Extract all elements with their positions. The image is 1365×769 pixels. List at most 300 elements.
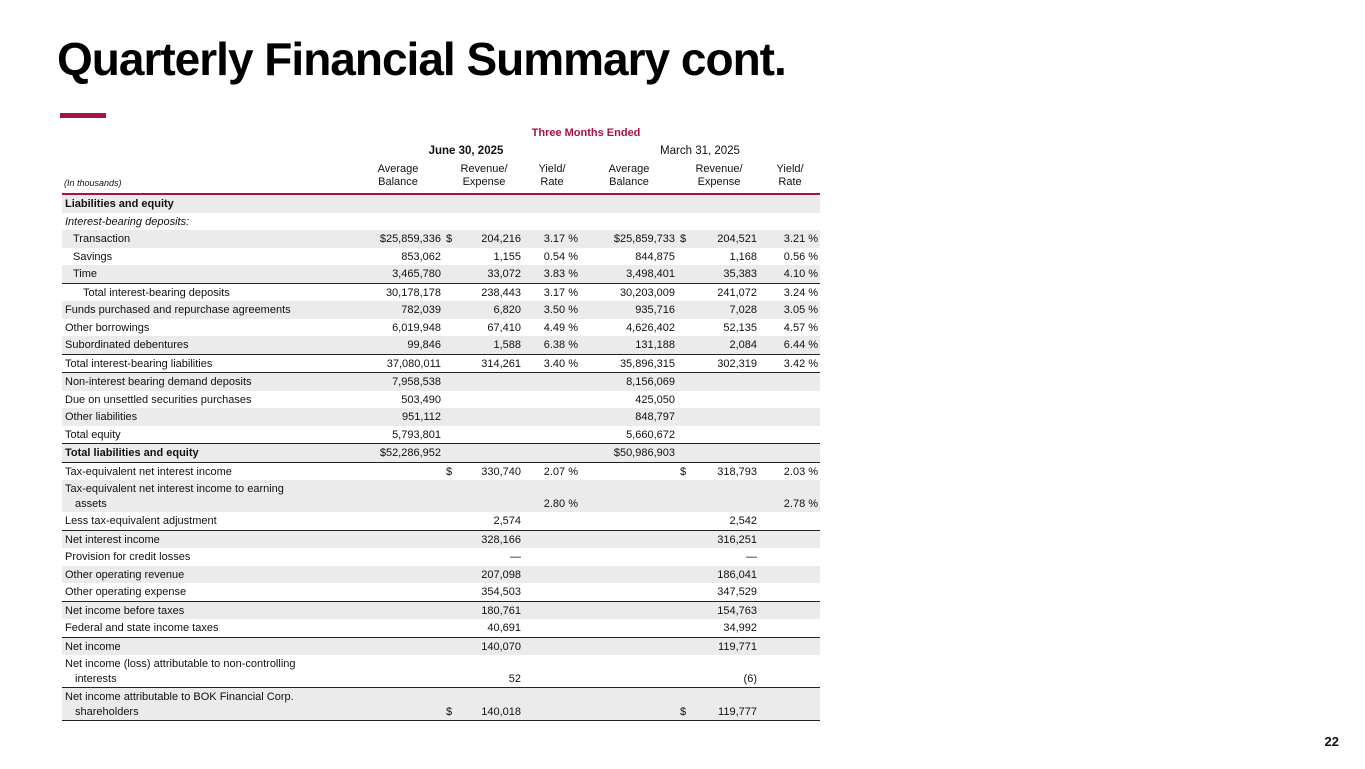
cell-yield-rate-jun [524, 194, 580, 213]
cell-revenue-expense-jun: 330,740 [460, 462, 524, 480]
cell-avg-balance-mar: 3,498,401 [626, 268, 675, 280]
dollar-sign-mar [678, 444, 694, 463]
cell-yield-rate-jun [524, 530, 580, 548]
table-row [62, 391, 820, 409]
col-header-line: Expense [697, 176, 741, 188]
cell-revenue-expense-jun: 354,503 [481, 586, 521, 598]
cell-revenue-expense-jun: 67,410 [487, 321, 521, 334]
row-label: Total equity [65, 428, 121, 441]
dollar-sign-jun [444, 637, 460, 655]
cell-yield-rate-mar [760, 213, 820, 231]
dollar-sign-jun [444, 548, 460, 566]
cell-revenue-expense-jun [460, 408, 524, 426]
cell-yield-rate-mar: 2.78 % [783, 497, 819, 510]
col-header-line: Revenue/ [460, 163, 508, 175]
cell-yield-rate-mar [760, 566, 820, 584]
cell-revenue-expense-mar [694, 408, 760, 426]
cell-yield-rate-jun: 3.40 % [524, 354, 580, 373]
cell-revenue-expense-jun [460, 444, 524, 463]
dollar-sign-jun [444, 301, 460, 319]
cell-yield-rate-mar: 3.24 % [760, 283, 820, 301]
cell-yield-rate-mar [760, 373, 820, 391]
cell-yield-rate-jun: 2.07 % [524, 462, 580, 480]
table-row [62, 194, 820, 213]
col-header-line: Average [608, 163, 650, 175]
cell-avg-balance-mar: 131,188 [635, 339, 675, 351]
table-row [62, 480, 820, 512]
col-header-yield-rate-jun [524, 161, 580, 194]
row-label: Other operating revenue [65, 568, 185, 581]
cell-revenue-expense-jun: 328,166 [460, 530, 524, 548]
cell-revenue-expense-jun: 140,070 [460, 637, 524, 655]
cell-avg-balance-mar [580, 480, 678, 512]
cell-avg-balance-mar [580, 213, 678, 231]
cell-yield-rate-jun [524, 444, 580, 463]
spacer-cell [62, 124, 352, 142]
cell-avg-balance-mar [580, 688, 678, 721]
period-june-header: June 30, 2025 [428, 144, 504, 157]
cell-avg-balance-jun: 782,039 [401, 304, 441, 316]
cell-avg-balance-mar: 35,896,315 [580, 354, 678, 373]
dollar-sign-jun [444, 512, 460, 530]
table-row [62, 619, 820, 637]
dollar-sign-mar [678, 194, 694, 213]
row-label: Other operating expense [65, 586, 187, 598]
cell-yield-rate-jun [524, 619, 580, 637]
cell-yield-rate-mar [760, 408, 820, 426]
row-label: Transaction [73, 233, 131, 245]
cell-revenue-expense-mar: 35,383 [723, 268, 757, 280]
dollar-sign-mar [678, 408, 694, 426]
cell-revenue-expense-mar [694, 373, 760, 391]
cell-revenue-expense-mar: 316,251 [694, 530, 760, 548]
cell-avg-balance-mar: 844,875 [635, 250, 675, 263]
cell-avg-balance-jun [352, 619, 444, 637]
cell-yield-rate-mar [760, 548, 820, 566]
row-label: Total liabilities and equity [62, 444, 352, 463]
cell-yield-rate-jun: 4.49 % [543, 321, 578, 334]
row-label: Federal and state income taxes [65, 622, 219, 634]
cell-avg-balance-mar [580, 619, 678, 637]
period-march-header: March 31, 2025 [660, 144, 740, 157]
cell-yield-rate-mar [760, 530, 820, 548]
cell-avg-balance-mar [580, 462, 678, 480]
row-label: Other liabilities [65, 411, 138, 423]
cell-avg-balance-mar [580, 512, 678, 530]
row-label: Tax-equivalent net interest income [62, 462, 352, 480]
cell-yield-rate-jun [524, 601, 580, 619]
dollar-sign-mar: $ [678, 462, 694, 480]
table-row [62, 354, 820, 373]
row-label: Savings [73, 250, 113, 263]
dollar-sign-jun [444, 391, 460, 409]
cell-avg-balance-jun: $25,859,336 [379, 233, 441, 245]
dollar-sign-mar [678, 248, 694, 266]
cell-revenue-expense-jun: 1,155 [493, 250, 521, 263]
cell-avg-balance-mar: 425,050 [635, 393, 675, 406]
cell-yield-rate-mar: 0.56 % [783, 250, 819, 263]
cell-revenue-expense-jun: 314,261 [460, 354, 524, 373]
cell-avg-balance-mar: 30,203,009 [580, 283, 678, 301]
cell-avg-balance-mar [580, 601, 678, 619]
quarterly-summary-table [62, 124, 820, 721]
row-label [62, 655, 352, 688]
cell-avg-balance-jun: 503,490 [401, 393, 441, 406]
dollar-sign-jun [444, 583, 460, 601]
cell-avg-balance-mar [580, 548, 678, 566]
column-header-row [62, 161, 820, 194]
table-body [62, 194, 820, 721]
page-number: 22 [1324, 734, 1339, 749]
cell-revenue-expense-jun: 1,588 [493, 339, 521, 351]
row-label-line: Net income (loss) attributable to non-controlling [65, 658, 296, 670]
cell-revenue-expense-mar [694, 213, 760, 231]
cell-revenue-expense-jun: — [510, 551, 521, 563]
row-label-line: Net income attributable to BOK Financial Corp. [65, 691, 294, 703]
cell-yield-rate-mar: 4.57 % [783, 321, 819, 334]
row-label: Provision for credit losses [65, 551, 191, 563]
row-label-line: interests [75, 672, 117, 685]
cell-revenue-expense-mar: 119,777 [694, 688, 760, 721]
cell-yield-rate-jun: 3.83 % [543, 268, 578, 280]
cell-yield-rate-jun [524, 637, 580, 655]
cell-revenue-expense-jun [460, 426, 524, 444]
cell-yield-rate-mar [760, 619, 820, 637]
cell-yield-rate-mar [760, 583, 820, 601]
cell-yield-rate-mar: 6.44 % [783, 339, 819, 351]
cell-yield-rate-jun [524, 688, 580, 721]
cell-avg-balance-jun: 30,178,178 [352, 283, 444, 301]
col-header-line: Rate [540, 176, 564, 188]
table-row [62, 688, 820, 721]
cell-revenue-expense-jun: 140,018 [460, 688, 524, 721]
table-row [62, 566, 820, 584]
col-header-revenue-expense-jun [444, 161, 524, 194]
dollar-sign-jun [444, 354, 460, 373]
dollar-sign-mar [678, 319, 694, 337]
cell-yield-rate-mar: 2.03 % [760, 462, 820, 480]
dollar-sign-jun [444, 319, 460, 337]
cell-yield-rate-mar: 3.42 % [760, 354, 820, 373]
dollar-sign-mar [678, 512, 694, 530]
cell-yield-rate-jun: 0.54 % [543, 250, 578, 263]
dollar-sign-jun: $ [446, 233, 453, 245]
dollar-sign-jun [444, 530, 460, 548]
col-header-line: Expense [462, 176, 506, 188]
spacer-cell [62, 142, 352, 162]
cell-revenue-expense-jun: 33,072 [487, 268, 521, 280]
cell-revenue-expense-mar: 154,763 [694, 601, 760, 619]
cell-avg-balance-mar [580, 655, 678, 688]
financial-summary-table-container [62, 124, 820, 721]
cell-yield-rate-jun [524, 426, 580, 444]
cell-avg-balance-mar: $25,859,733 [613, 233, 675, 245]
cell-yield-rate-jun: 3.17 % [524, 283, 580, 301]
cell-yield-rate-mar [760, 391, 820, 409]
cell-avg-balance-jun: 7,958,538 [352, 373, 444, 391]
cell-revenue-expense-mar: — [746, 551, 757, 563]
cell-avg-balance-jun: 37,080,011 [352, 354, 444, 373]
dollar-sign-mar [678, 426, 694, 444]
cell-revenue-expense-jun [460, 373, 524, 391]
cell-avg-balance-mar [580, 566, 678, 584]
cell-yield-rate-jun [524, 655, 580, 688]
dollar-sign-mar: $ [678, 688, 694, 721]
col-header-avg-balance-mar [580, 161, 678, 194]
cell-yield-rate-mar [760, 601, 820, 619]
table-header [62, 124, 820, 194]
cell-revenue-expense-mar: 2,084 [729, 339, 757, 351]
dollar-sign-mar [678, 548, 694, 566]
cell-avg-balance-jun [352, 530, 444, 548]
cell-yield-rate-jun: 6.38 % [543, 339, 578, 351]
dollar-sign-mar [678, 480, 694, 512]
dollar-sign-jun [444, 655, 460, 688]
cell-revenue-expense-mar: 302,319 [694, 354, 760, 373]
cell-yield-rate-jun [524, 566, 580, 584]
table-row [62, 230, 820, 248]
cell-avg-balance-jun [352, 637, 444, 655]
table-row [62, 319, 820, 337]
cell-avg-balance-mar: 4,626,402 [626, 321, 675, 334]
cell-avg-balance-mar: $50,986,903 [580, 444, 678, 463]
cell-avg-balance-jun: 5,793,801 [392, 428, 441, 441]
cell-avg-balance-jun [352, 462, 444, 480]
cell-revenue-expense-mar [694, 426, 760, 444]
row-label [62, 688, 352, 721]
cell-yield-rate-mar [760, 444, 820, 463]
cell-revenue-expense-jun: 2,574 [493, 515, 521, 527]
dollar-sign-jun [444, 426, 460, 444]
row-label: Other borrowings [65, 321, 150, 334]
row-label: Liabilities and equity [65, 198, 174, 210]
row-label: Non-interest bearing demand deposits [62, 373, 352, 391]
cell-revenue-expense-jun [460, 213, 524, 231]
cell-yield-rate-jun: 3.17 % [543, 233, 578, 245]
cell-avg-balance-jun [352, 480, 444, 512]
cell-avg-balance-jun [352, 213, 444, 231]
dollar-sign-jun: $ [444, 462, 460, 480]
col-header-line: Yield/ [538, 163, 566, 175]
dollar-sign-jun [444, 194, 460, 213]
cell-avg-balance-jun: 853,062 [401, 250, 441, 263]
cell-avg-balance-mar [580, 583, 678, 601]
table-row [62, 548, 820, 566]
table-row [62, 444, 820, 463]
cell-avg-balance-jun: 99,846 [407, 339, 441, 351]
table-row [62, 655, 820, 688]
row-label: Net income before taxes [62, 601, 352, 619]
cell-revenue-expense-mar: 2,542 [729, 515, 757, 527]
dollar-sign-jun [444, 480, 460, 512]
row-label: Total interest-bearing deposits [62, 283, 352, 301]
cell-revenue-expense-jun: 238,443 [460, 283, 524, 301]
cell-revenue-expense-mar [694, 444, 760, 463]
dollar-sign-jun [444, 619, 460, 637]
cell-yield-rate-jun [524, 391, 580, 409]
row-label [62, 480, 352, 512]
col-header-revenue-expense-mar [678, 161, 760, 194]
table-row [62, 265, 820, 283]
col-header-line: Rate [778, 176, 802, 188]
cell-revenue-expense-jun: 52 [508, 672, 521, 685]
cell-avg-balance-jun: 3,465,780 [392, 268, 441, 280]
dollar-sign-mar [678, 391, 694, 409]
cell-revenue-expense-mar: 7,028 [729, 304, 757, 316]
cell-revenue-expense-mar: 186,041 [717, 568, 757, 581]
cell-yield-rate-jun [524, 583, 580, 601]
table-row [62, 583, 820, 601]
table-row [62, 408, 820, 426]
dollar-sign-mar [678, 336, 694, 354]
cell-revenue-expense-mar: 52,135 [723, 321, 757, 334]
cell-revenue-expense-jun [460, 480, 524, 512]
cell-yield-rate-mar [760, 426, 820, 444]
cell-revenue-expense-jun: 180,761 [460, 601, 524, 619]
table-row [62, 248, 820, 266]
dollar-sign-jun [444, 336, 460, 354]
table-row [62, 530, 820, 548]
row-label-line: assets [75, 497, 107, 510]
cell-revenue-expense-mar [694, 194, 760, 213]
dollar-sign-mar [678, 619, 694, 637]
dollar-sign-mar [678, 583, 694, 601]
cell-yield-rate-jun [524, 548, 580, 566]
cell-avg-balance-jun [352, 194, 444, 213]
col-header-line: Yield/ [776, 163, 804, 175]
col-header-line: Revenue/ [695, 163, 743, 175]
row-label-line: shareholders [75, 705, 139, 718]
cell-revenue-expense-jun [460, 194, 524, 213]
page-title: Quarterly Financial Summary cont. [57, 33, 786, 85]
cell-yield-rate-jun: 3.50 % [543, 304, 578, 316]
dollar-sign-jun: $ [444, 688, 460, 721]
super-header-row [62, 124, 820, 142]
cell-yield-rate-jun [524, 408, 580, 426]
cell-avg-balance-jun [352, 512, 444, 530]
cell-avg-balance-jun [352, 688, 444, 721]
row-label: Total interest-bearing liabilities [62, 354, 352, 373]
cell-yield-rate-mar [760, 512, 820, 530]
cell-yield-rate-jun [524, 512, 580, 530]
cell-avg-balance-mar [580, 530, 678, 548]
cell-revenue-expense-mar [694, 480, 760, 512]
cell-yield-rate-mar [760, 655, 820, 688]
dollar-sign-jun [444, 248, 460, 266]
dollar-sign-mar [678, 655, 694, 688]
cell-revenue-expense-mar: (6) [743, 672, 757, 685]
cell-avg-balance-mar: 935,716 [635, 304, 675, 316]
cell-revenue-expense-mar: 347,529 [717, 586, 757, 598]
dollar-sign-mar [678, 530, 694, 548]
dollar-sign-jun [444, 444, 460, 463]
table-row [62, 426, 820, 444]
cell-avg-balance-jun [352, 566, 444, 584]
table-row [62, 601, 820, 619]
table-row [62, 213, 820, 231]
cell-avg-balance-mar [580, 194, 678, 213]
dollar-sign-mar [678, 213, 694, 231]
title-accent-dash [60, 113, 106, 118]
dollar-sign-mar [678, 265, 694, 283]
cell-revenue-expense-mar [694, 391, 760, 409]
cell-avg-balance-jun [352, 655, 444, 688]
cell-revenue-expense-jun: 6,820 [493, 304, 521, 316]
cell-revenue-expense-mar: 1,168 [729, 250, 757, 263]
cell-revenue-expense-jun: 40,691 [487, 622, 521, 634]
cell-revenue-expense-jun: 207,098 [481, 568, 521, 581]
cell-yield-rate-mar [760, 194, 820, 213]
units-label: (In thousands) [62, 161, 352, 194]
cell-avg-balance-mar [580, 637, 678, 655]
cell-avg-balance-jun: $52,286,952 [352, 444, 444, 463]
cell-avg-balance-mar: 8,156,069 [580, 373, 678, 391]
col-header-line: Balance [378, 176, 418, 188]
col-header-line: Balance [609, 176, 649, 188]
dollar-sign-mar [678, 373, 694, 391]
row-label: Interest-bearing deposits: [65, 215, 190, 228]
table-row [62, 301, 820, 319]
cell-yield-rate-mar [760, 688, 820, 721]
dollar-sign-mar [678, 601, 694, 619]
table-row [62, 336, 820, 354]
three-months-ended-header: Three Months Ended [531, 127, 641, 139]
row-label-line: Tax-equivalent net interest income to earning [65, 483, 284, 495]
dollar-sign-mar: $ [680, 233, 687, 245]
dollar-sign-jun [444, 408, 460, 426]
cell-revenue-expense-jun: 204,216 [481, 233, 521, 245]
cell-yield-rate-mar: 3.21 % [783, 233, 819, 245]
cell-avg-balance-mar: 5,660,672 [626, 428, 675, 441]
cell-revenue-expense-mar: 119,771 [694, 637, 760, 655]
cell-yield-rate-jun [524, 373, 580, 391]
row-label: Time [73, 268, 98, 280]
cell-avg-balance-jun: 951,112 [402, 411, 441, 423]
dollar-sign-mar [678, 354, 694, 373]
cell-revenue-expense-mar: 241,072 [694, 283, 760, 301]
cell-revenue-expense-mar: 204,521 [717, 233, 757, 245]
table-row [62, 283, 820, 301]
cell-revenue-expense-mar: 318,793 [694, 462, 760, 480]
table-row [62, 373, 820, 391]
table-row [62, 462, 820, 480]
dollar-sign-mar [678, 637, 694, 655]
row-label: Net income [62, 637, 352, 655]
dollar-sign-jun [444, 601, 460, 619]
cell-revenue-expense-jun [460, 391, 524, 409]
row-label: Less tax-equivalent adjustment [65, 515, 217, 527]
table-row [62, 637, 820, 655]
cell-avg-balance-jun [352, 548, 444, 566]
dollar-sign-jun [444, 283, 460, 301]
cell-yield-rate-mar [760, 637, 820, 655]
row-label: Due on unsettled securities purchases [65, 393, 252, 406]
col-header-yield-rate-mar [760, 161, 820, 194]
dollar-sign-mar [678, 283, 694, 301]
cell-yield-rate-mar: 3.05 % [783, 304, 819, 316]
col-header-line: Average [377, 163, 419, 175]
cell-revenue-expense-mar: 34,992 [723, 622, 757, 634]
dollar-sign-jun [444, 566, 460, 584]
dollar-sign-mar [678, 301, 694, 319]
row-label: Net interest income [62, 530, 352, 548]
table-row [62, 512, 820, 530]
cell-avg-balance-mar: 848,797 [635, 411, 675, 423]
cell-yield-rate-mar: 4.10 % [783, 268, 819, 280]
dollar-sign-mar [678, 566, 694, 584]
col-header-avg-balance-jun [352, 161, 444, 194]
cell-avg-balance-jun [352, 583, 444, 601]
